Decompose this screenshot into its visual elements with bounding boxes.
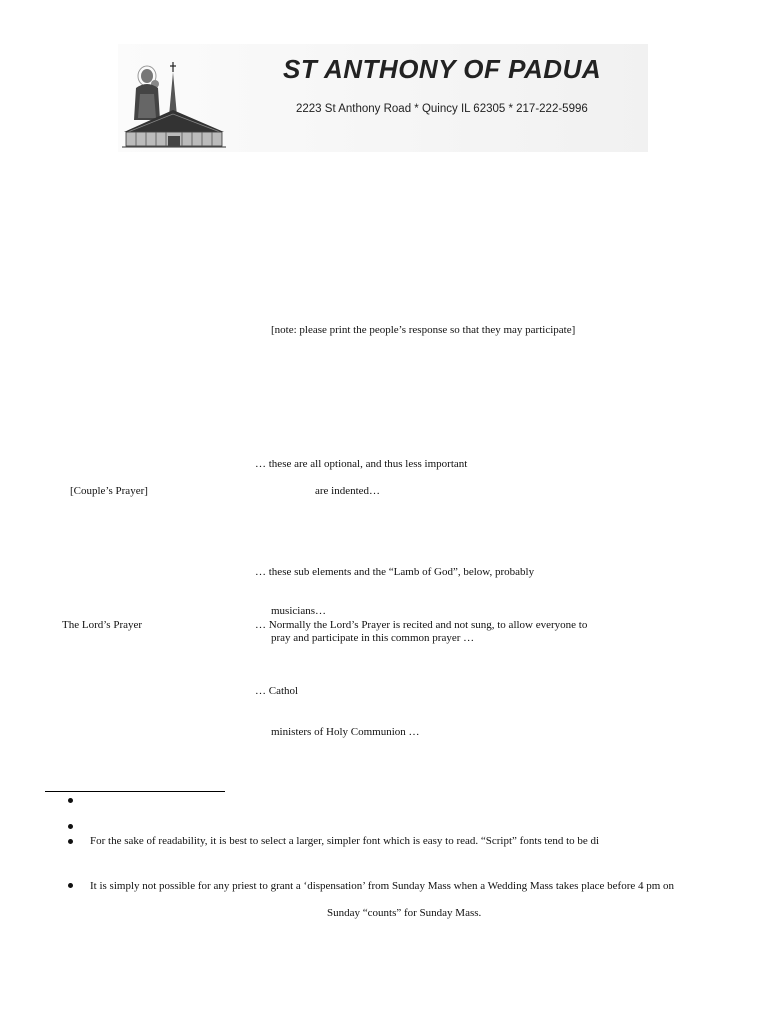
- note-indented: are indented…: [315, 485, 381, 497]
- label-lords-prayer: The Lord’s Prayer: [62, 619, 143, 631]
- parish-name: ST ANTHONY OF PADUA: [283, 54, 602, 84]
- parish-address: 2223 St Anthony Road * Quincy IL 62305 * 217-222-5996: [296, 103, 588, 115]
- note-sub-elements: … these sub elements and the “Lamb of God”, below, probably: [255, 566, 535, 578]
- footnote-readability: For the sake of readability, it is best to select a larger, simpler font which is easy to read. “Script” fonts tend to be di: [90, 835, 600, 847]
- note-lords-prayer-line2: pray and participate in this common prayer …: [271, 632, 475, 644]
- note-optional: … these are all optional, and thus less important: [255, 458, 468, 470]
- label-couples-prayer: [Couple’s Prayer]: [70, 485, 148, 497]
- footnote-dispensation-line1: It is simply not possible for any priest to grant a ‘dispensation’ from Sunday Mass when a Wedding Mass takes place before 4 pm on: [90, 880, 675, 892]
- note-musicians: musicians…: [271, 605, 326, 617]
- note-ministers: ministers of Holy Communion …: [271, 726, 420, 738]
- footnote-dispensation-line2: Sunday “counts” for Sunday Mass.: [327, 907, 482, 919]
- bullet-icon: [68, 824, 73, 829]
- bullet-icon: [68, 839, 73, 844]
- footnote-separator: [45, 791, 225, 792]
- note-cathol: … Cathol: [255, 685, 299, 697]
- note-print-response: [note: please print the people’s response so that they may participate]: [271, 324, 576, 336]
- note-lords-prayer-line1: … Normally the Lord’s Prayer is recited and not sung, to allow everyone to: [255, 619, 588, 631]
- church-logo-icon: [120, 58, 230, 150]
- bullet-icon: [68, 798, 73, 803]
- bullet-icon: [68, 883, 73, 888]
